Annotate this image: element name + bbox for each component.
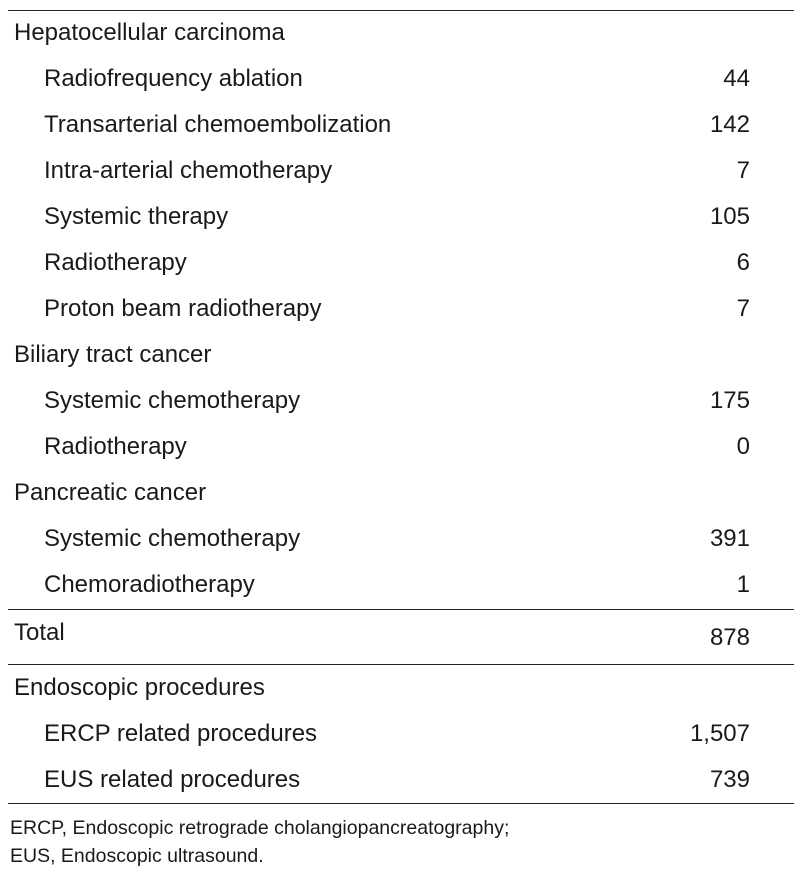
table-row — [0, 711, 800, 757]
section-row — [0, 10, 800, 56]
row-value: 739 — [709, 766, 750, 793]
table-row — [0, 562, 800, 608]
section-row — [0, 470, 800, 516]
row-label: Proton beam radiotherapy — [44, 295, 322, 322]
row-value: 7 — [736, 295, 750, 322]
table-row — [0, 378, 800, 424]
row-label: Chemoradiotherapy — [44, 571, 255, 598]
row-value: 105 — [709, 203, 750, 230]
bottom-rule — [8, 803, 794, 804]
footnote-line-1: ERCP, Endoscopic retrograde cholangiopancreatography; — [10, 817, 510, 839]
row-value: 1,507 — [689, 720, 750, 747]
row-value: 44 — [723, 65, 750, 92]
section-label: Hepatocellular carcinoma — [14, 19, 285, 46]
row-value: 0 — [736, 433, 750, 460]
table-row — [0, 286, 800, 332]
row-value: 1 — [736, 571, 750, 598]
table-row — [0, 148, 800, 194]
section-row — [0, 665, 800, 711]
table-row — [0, 757, 800, 803]
row-label: Transarterial chemoembolization — [44, 111, 392, 138]
table-row — [0, 102, 800, 148]
section-label: Pancreatic cancer — [14, 479, 207, 506]
table-row — [0, 194, 800, 240]
row-value: 175 — [709, 387, 750, 414]
row-label: Radiotherapy — [44, 249, 187, 276]
row-label: Systemic chemotherapy — [44, 387, 301, 414]
table-row — [0, 56, 800, 102]
total-value: 878 — [709, 624, 750, 651]
row-label: ERCP related procedures — [44, 720, 318, 747]
section-row — [0, 332, 800, 378]
table-row — [0, 516, 800, 562]
section-label: Biliary tract cancer — [14, 341, 212, 368]
table-row — [0, 240, 800, 286]
row-value: 7 — [736, 157, 750, 184]
row-label: Radiofrequency ablation — [44, 65, 303, 92]
row-label: Systemic chemotherapy — [44, 525, 301, 552]
row-value: 142 — [709, 111, 750, 138]
row-value: 391 — [709, 525, 750, 552]
total-row — [0, 610, 800, 664]
total-label: Total — [14, 619, 65, 646]
footnote-line-2: EUS, Endoscopic ultrasound. — [10, 845, 264, 867]
row-label: Radiotherapy — [44, 433, 187, 460]
row-label: Intra-arterial chemotherapy — [44, 157, 333, 184]
section-label: Endoscopic procedures — [14, 674, 265, 701]
row-label: EUS related procedures — [44, 766, 301, 793]
row-value: 6 — [736, 249, 750, 276]
row-label: Systemic therapy — [44, 203, 229, 230]
table-row — [0, 424, 800, 470]
